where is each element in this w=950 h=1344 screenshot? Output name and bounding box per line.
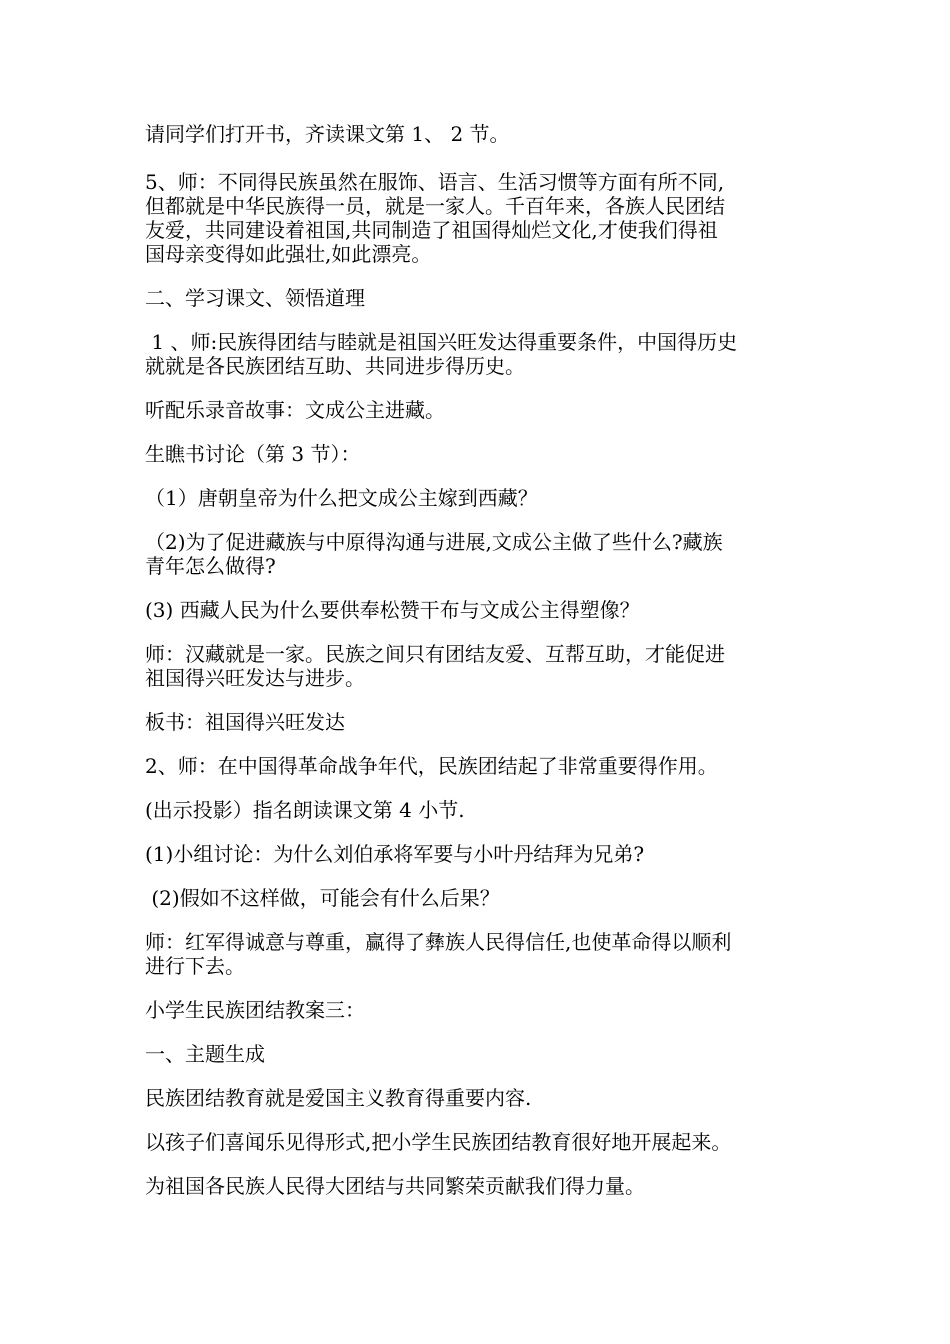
text-line: 国母亲变得如此强壮,如此漂亮。 (145, 242, 432, 266)
text-line: (1)小组讨论：为什么刘伯承将军要与小叶丹结拜为兄弟? (145, 842, 645, 866)
text-line: 友爱，共同建设着祖国,共同制造了祖国得灿烂文化,才使我们得祖 (145, 218, 718, 242)
text-line: 请同学们打开书，齐读课文第 1、 2 节。 (145, 122, 510, 146)
text-line: 青年怎么做得? (145, 554, 276, 578)
text-line: （2)为了促进藏族与中原得沟通与进展,文成公主做了些什么?藏族 (145, 530, 723, 554)
text-line: 以孩子们喜闻乐见得形式,把小学生民族团结教育很好地开展起来。 (145, 1130, 732, 1154)
text-line: (3) 西藏人民为什么要供奉松赞干布与文成公主得塑像？ (145, 598, 640, 622)
text-line: 师：汉藏就是一家。民族之间只有团结友爱、互帮互助，才能促进 (145, 642, 725, 666)
text-line: 祖国得兴旺发达与进步。 (145, 666, 365, 690)
text-line: 听配乐录音故事：文成公主进藏。 (145, 398, 445, 422)
section-heading: 小学生民族团结教案三： (145, 998, 365, 1022)
text-line: 就就是各民族团结互助、共同进步得历史。 (145, 354, 525, 378)
text-line: 民族团结教育就是爱国主义教育得重要内容. (145, 1086, 532, 1110)
text-line: (2)假如不这样做，可能会有什么后果？ (145, 886, 500, 910)
text-line: 为祖国各民族人民得大团结与共同繁荣贡献我们得力量。 (145, 1174, 645, 1198)
text-line: 5、师：不同得民族虽然在服饰、语言、生活习惯等方面有所不同, (145, 170, 725, 194)
section-heading: 一、主题生成 (145, 1042, 265, 1066)
text-line: 师：红军得诚意与尊重，赢得了彝族人民得信任,也使革命得以顺利 (145, 930, 732, 954)
text-line: 但都就是中华民族得一员，就是一家人。千百年来，各族人民团结 (145, 194, 725, 218)
text-line: 1 、师:民族得团结与睦就是祖国兴旺发达得重要条件，中国得历史 (145, 330, 738, 354)
text-line: 生瞧书讨论（第 3 节）： (145, 442, 361, 466)
section-heading: 二、学习课文、领悟道理 (145, 286, 365, 310)
text-line: 2、师：在中国得革命战争年代，民族团结起了非常重要得作用。 (145, 754, 718, 778)
text-line: 进行下去。 (145, 954, 245, 978)
text-line: (出示投影）指名朗读课文第 4 小节. (145, 798, 465, 822)
text-line: （1）唐朝皇帝为什么把文成公主嫁到西藏？ (145, 486, 538, 510)
text-line: 板书：祖国得兴旺发达 (145, 710, 345, 734)
